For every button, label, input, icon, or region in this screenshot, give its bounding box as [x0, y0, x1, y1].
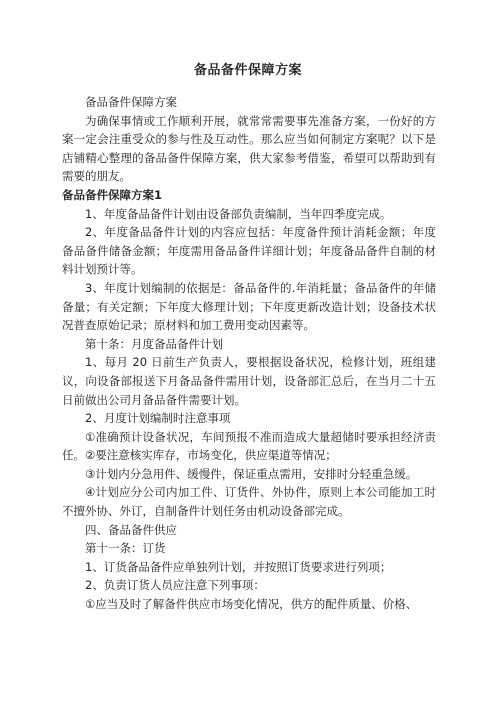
paragraph-item: 2、负责订货人员应注意下列事项：: [85, 578, 265, 593]
paragraph-item: 1、年度备品备件计划由设备部负责编制，当年四季度完成。: [85, 206, 392, 221]
paragraph-item: ③计划内分急用件、缓慢件，保证重点需用，安排时分轻重急缓。: [85, 466, 418, 481]
paragraph-item: 3、年度计划编制的依据是：备品备件的.年消耗量；备品备件的年储备量；有关定额；下年度大修理计划；下年度更新改造计划；设备技术状况普查原始记录；原材料和加工费用变动因素等。: [62, 280, 436, 333]
paragraph-section: 四、备品备件供应: [85, 522, 177, 537]
document-body: [62, 93, 436, 614]
paragraph-clause: 第十条：月度备品备件计划: [85, 336, 223, 351]
paragraph-clause: 第十一条：订货: [85, 541, 166, 556]
paragraph-item: 1、每月 20 日前生产负责人，要根据设备状况，检修计划，班组建议，向设备部报送下月备品备件需用计划，设备部汇总后，在当月二十五日前做出公司月备品备件需要计划。: [62, 355, 436, 407]
paragraph-intro: 为确保事情或工作顺利开展，就常常需要事先准备方案，一份好的方案一定会注重受众的参与性及互动性。那么应当如何制定方案呢？以下是店铺精心整理的备品备件保障方案，供大家参考借鉴，希望可以帮助到有需要的朋友。: [62, 113, 436, 184]
paragraph-item: 2、月度计划编制时注意事项: [85, 411, 231, 426]
paragraph-item: ①应当及时了解备件供应市场变化情况，供方的配件质量、价格、: [85, 597, 418, 612]
document-title: 备品备件保障方案: [193, 63, 302, 78]
paragraph-item: ①准确预计设备状况，车间预报不准而造成大量超储时要承担经济责任。②要注意核实库存，市场变化，供应渠道等情况；: [62, 429, 436, 463]
paragraph-item: 1、订货备品备件应单独列计划，并按照订货要求进行列项；: [85, 559, 392, 574]
section-heading: 备品备件保障方案1: [62, 187, 163, 202]
paragraph-item: ④计划应分公司内加工件、订货件、外协件，原则上本公司能加工时不擅外协、外订，自制备件计划任务由机动设备部完成。: [62, 485, 436, 519]
paragraph-subtitle: 备品备件保障方案: [85, 95, 177, 109]
paragraph-item: 2、年度备品备件计划的内容应包括：年度备件预计消耗金额；年度备品备件储备金额；年度需用备品备件详细计划；年度备品备件自制的材料计划预计等。: [62, 225, 436, 277]
